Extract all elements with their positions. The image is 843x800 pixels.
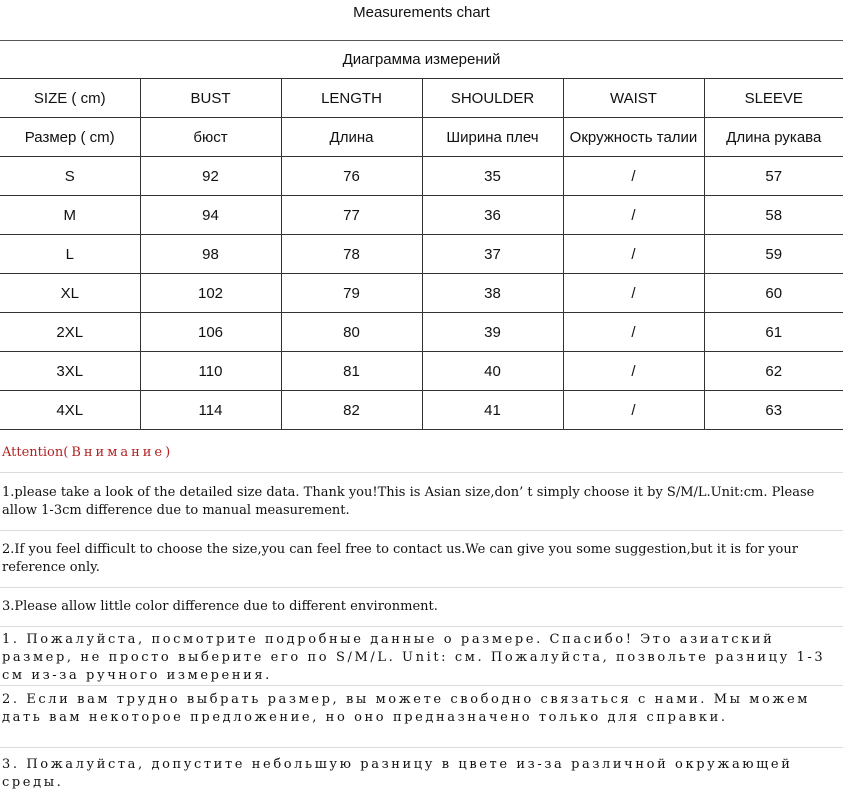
cell-size: M (0, 196, 140, 235)
header-row-en (0, 79, 843, 118)
header-shoulder-ru: Ширина плеч (422, 118, 563, 157)
header-bust-ru: бюст (140, 118, 281, 157)
cell-shoulder: 39 (422, 313, 563, 352)
cell-waist: / (563, 235, 704, 274)
size-table (0, 79, 843, 430)
divider (0, 747, 843, 748)
cell-bust: 110 (140, 352, 281, 391)
cell-waist: / (563, 274, 704, 313)
cell-shoulder: 37 (422, 235, 563, 274)
cell-size: 4XL (0, 391, 140, 430)
cell-shoulder: 38 (422, 274, 563, 313)
cell-size: S (0, 157, 140, 196)
divider (0, 472, 843, 473)
cell-shoulder: 41 (422, 391, 563, 430)
note-ru-1: 1. Пожалуйста, посмотрите подробные данные о размере. Спасибо! Это азиатский размер, не просто выберите его по S/M/L. Unit: см. Пожалуйста, позвольте разницу 1-3 см из-за ручного измерения. (2, 632, 826, 683)
header-size-ru: Размер ( cm) (0, 118, 140, 157)
cell-length: 76 (281, 157, 422, 196)
notes-section (0, 434, 843, 800)
cell-shoulder: 35 (422, 157, 563, 196)
table-row (0, 274, 843, 313)
cell-sleeve: 63 (704, 391, 843, 430)
table-row (0, 196, 843, 235)
cell-size: 3XL (0, 352, 140, 391)
note-ru-2: 2. Если вам трудно выбрать размер, вы можете свободно связаться с нами. Мы можем дать вам некоторое предложение, но оно предназначено только для справки. (2, 692, 810, 725)
note-ru-3: 3. Пожалуйста, допустите небольшую разницу в цвете из-за различной окружающей среды. (2, 757, 793, 790)
cell-length: 78 (281, 235, 422, 274)
chart-title: Measurements chart (0, 0, 843, 41)
attention-label-ru: (Внимание) (63, 445, 174, 460)
cell-sleeve: 57 (704, 157, 843, 196)
cell-bust: 92 (140, 157, 281, 196)
cell-length: 80 (281, 313, 422, 352)
table-row (0, 157, 843, 196)
header-row-ru (0, 118, 843, 157)
cell-length: 79 (281, 274, 422, 313)
cell-bust: 102 (140, 274, 281, 313)
divider (0, 685, 843, 686)
cell-bust: 98 (140, 235, 281, 274)
cell-waist: / (563, 196, 704, 235)
attention-label-en: Attention (2, 445, 64, 460)
note-en-2: 2.If you feel difficult to choose the size,you can feel free to contact us.We can give you some suggestion,but it is for your reference only. (2, 542, 798, 575)
note-en-1: 1.please take a look of the detailed size data. Thank you!This is Asian size,don’ t simply choose it by S/M/L.Unit:cm. Please allow 1-3cm difference due to manual measurement. (2, 485, 815, 518)
cell-waist: / (563, 391, 704, 430)
cell-waist: / (563, 313, 704, 352)
cell-length: 82 (281, 391, 422, 430)
header-waist-ru: Окружность талии (563, 118, 704, 157)
cell-sleeve: 61 (704, 313, 843, 352)
header-sleeve-ru: Длина рукава (704, 118, 843, 157)
cell-size: L (0, 235, 140, 274)
header-size: SIZE ( cm) (0, 79, 140, 118)
divider (0, 587, 843, 588)
cell-sleeve: 58 (704, 196, 843, 235)
table-row (0, 313, 843, 352)
cell-length: 77 (281, 196, 422, 235)
note-en-3: 3.Please allow little color difference due to different environment. (2, 599, 438, 614)
header-waist: WAIST (563, 79, 704, 118)
cell-bust: 94 (140, 196, 281, 235)
cell-bust: 114 (140, 391, 281, 430)
cell-waist: / (563, 157, 704, 196)
header-length: LENGTH (281, 79, 422, 118)
chart-subtitle: Диаграмма измерений (0, 40, 843, 79)
cell-sleeve: 60 (704, 274, 843, 313)
cell-size: 2XL (0, 313, 140, 352)
cell-shoulder: 36 (422, 196, 563, 235)
cell-waist: / (563, 352, 704, 391)
divider (0, 626, 843, 627)
cell-sleeve: 59 (704, 235, 843, 274)
table-row (0, 352, 843, 391)
cell-sleeve: 62 (704, 352, 843, 391)
header-shoulder: SHOULDER (422, 79, 563, 118)
table-row (0, 235, 843, 274)
header-sleeve: SLEEVE (704, 79, 843, 118)
cell-length: 81 (281, 352, 422, 391)
header-length-ru: Длина (281, 118, 422, 157)
cell-shoulder: 40 (422, 352, 563, 391)
attention-heading (0, 444, 843, 462)
divider (0, 530, 843, 531)
table-row (0, 391, 843, 430)
header-bust: BUST (140, 79, 281, 118)
cell-size: XL (0, 274, 140, 313)
cell-bust: 106 (140, 313, 281, 352)
